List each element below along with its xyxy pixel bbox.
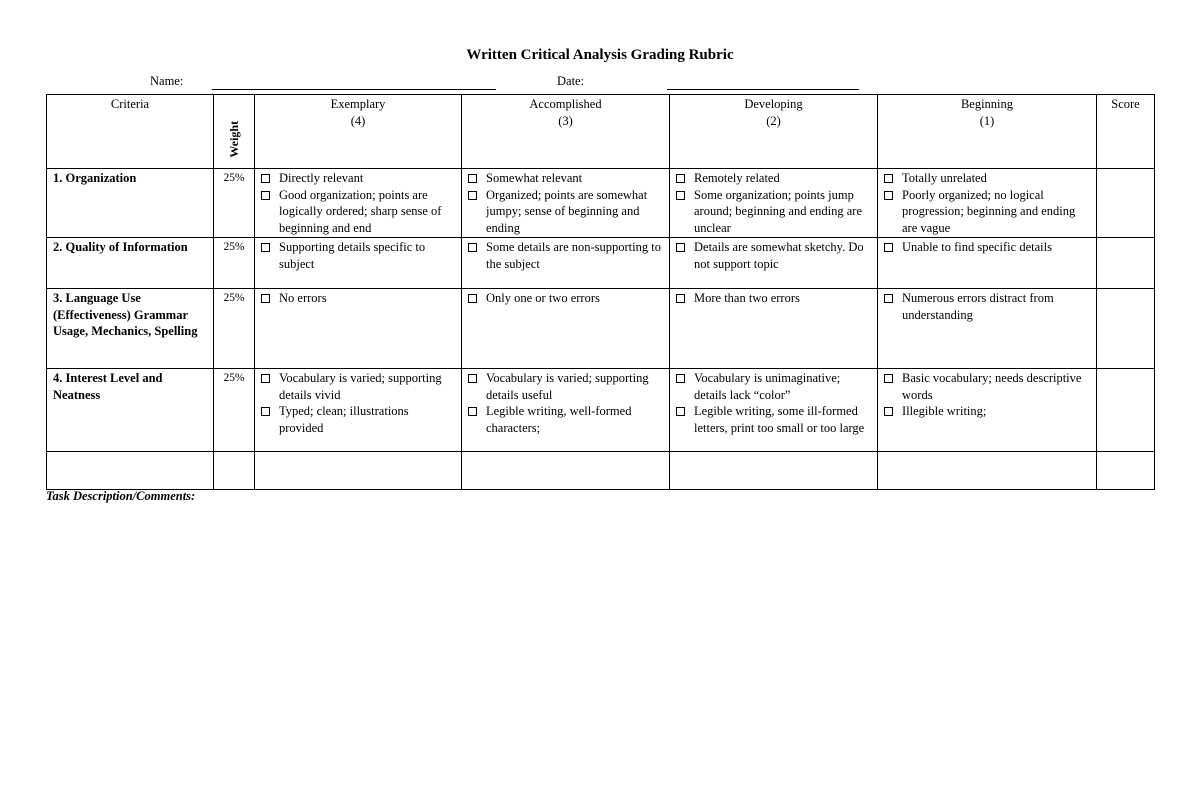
- checklist-item: [676, 170, 871, 187]
- checklist-item-text: Some details are non-supporting to the subject: [486, 240, 661, 271]
- checklist-item-text: Only one or two errors: [486, 291, 600, 305]
- checkbox-icon[interactable]: [468, 407, 477, 416]
- checklist: [884, 370, 1090, 420]
- checkbox-icon[interactable]: [676, 407, 685, 416]
- checklist-item-text: Details are somewhat sketchy. Do not support topic: [694, 240, 864, 271]
- rubric-row: [47, 369, 1155, 452]
- criteria-cell: 1. Organization: [47, 169, 214, 238]
- checklist-item: [468, 170, 663, 187]
- rubric-body: [47, 169, 1155, 490]
- checklist-item-text: Unable to find specific details: [902, 240, 1052, 254]
- weight-cell: 25%: [214, 369, 255, 452]
- level-header-accomplished: [462, 95, 670, 169]
- score-cell[interactable]: [1097, 369, 1155, 452]
- checklist-item-text: No errors: [279, 291, 327, 305]
- level-cell: [878, 289, 1097, 369]
- level-cell: [462, 289, 670, 369]
- empty-cell[interactable]: [1097, 452, 1155, 490]
- checklist-item: [676, 290, 871, 307]
- checklist-item: [468, 403, 663, 436]
- level-cell: [878, 238, 1097, 289]
- checklist-item-text: Legible writing, well-formed characters;: [486, 404, 632, 435]
- checklist-item-text: Vocabulary is varied; supporting details vivid: [279, 371, 442, 402]
- checklist: [261, 290, 455, 307]
- level-cell: [462, 369, 670, 452]
- checkbox-icon[interactable]: [884, 407, 893, 416]
- score-cell[interactable]: [1097, 289, 1155, 369]
- checklist-item: [261, 290, 455, 307]
- level-header-developing: [670, 95, 878, 169]
- checklist-item-text: Basic vocabulary; needs descriptive words: [902, 371, 1082, 402]
- level-points: (1): [979, 113, 995, 128]
- checklist-item-text: Supporting details specific to subject: [279, 240, 426, 271]
- empty-cell[interactable]: [878, 452, 1097, 490]
- checklist-item: [468, 370, 663, 403]
- checkbox-icon[interactable]: [468, 294, 477, 303]
- checklist-item: [261, 370, 455, 403]
- checklist-item: [884, 370, 1090, 403]
- checklist: [468, 170, 663, 236]
- checklist-item: [884, 187, 1090, 237]
- checklist: [261, 370, 455, 436]
- checklist: [676, 239, 871, 272]
- checklist: [676, 290, 871, 307]
- checklist-item: [676, 187, 871, 237]
- empty-cell[interactable]: [47, 452, 214, 490]
- checklist: [884, 290, 1090, 323]
- empty-cell[interactable]: [462, 452, 670, 490]
- level-cell: [878, 169, 1097, 238]
- level-cell: [255, 238, 462, 289]
- checkbox-icon[interactable]: [884, 191, 893, 200]
- checklist: [468, 370, 663, 436]
- checkbox-icon[interactable]: [468, 174, 477, 183]
- level-cell: [878, 369, 1097, 452]
- checklist-item-text: Remotely related: [694, 171, 780, 185]
- checklist-item-text: Vocabulary is unimaginative; details lack “color”: [694, 371, 841, 402]
- checklist-item-text: Somewhat relevant: [486, 171, 583, 185]
- criteria-cell: 4. Interest Level and Neatness: [47, 369, 214, 452]
- level-cell: [670, 169, 878, 238]
- checklist-item-text: Legible writing, some ill-formed letters, print too small or too large: [694, 404, 865, 435]
- criteria-cell: 2. Quality of Information: [47, 238, 214, 289]
- weight-cell: 25%: [214, 238, 255, 289]
- checkbox-icon[interactable]: [884, 374, 893, 383]
- date-label: Date:: [557, 74, 585, 88]
- checkbox-icon[interactable]: [676, 191, 685, 200]
- name-label: Name:: [150, 74, 184, 88]
- level-cell: [670, 238, 878, 289]
- level-cell: [255, 369, 462, 452]
- checklist-item: [468, 290, 663, 307]
- checklist: [884, 239, 1090, 256]
- criteria-cell: 3. Language Use (Effectiveness) Grammar Usage, Mechanics, Spelling: [47, 289, 214, 369]
- level-name: Accomplished: [529, 97, 602, 111]
- checklist-item-text: Some organization; points jump around; beginning and ending are unclear: [694, 187, 863, 235]
- checklist: [676, 170, 871, 236]
- weight-cell: 25%: [214, 289, 255, 369]
- checklist-item-text: Vocabulary is varied; supporting details useful: [486, 371, 649, 402]
- level-points: (3): [558, 113, 573, 128]
- level-cell: [670, 369, 878, 452]
- checkbox-icon[interactable]: [468, 191, 477, 200]
- level-header-beginning: [878, 95, 1097, 169]
- rubric-row: [47, 289, 1155, 369]
- checkbox-icon[interactable]: [676, 174, 685, 183]
- checkbox-icon[interactable]: [468, 374, 477, 383]
- weight-header: [214, 95, 255, 169]
- checklist-item-text: Directly relevant: [279, 171, 364, 185]
- level-points: (4): [350, 113, 366, 128]
- checklist-item: [884, 170, 1090, 187]
- rubric-table: [46, 94, 1155, 490]
- checklist-item-text: Organized; points are somewhat jumpy; sense of beginning and ending: [486, 187, 648, 235]
- checklist-item: [676, 370, 871, 403]
- checklist: [468, 290, 663, 307]
- checklist-item: [468, 239, 663, 272]
- checkbox-icon[interactable]: [261, 174, 270, 183]
- checklist-item: [261, 187, 455, 237]
- checkbox-icon[interactable]: [261, 407, 270, 416]
- weight-header-label: Weight: [226, 120, 241, 158]
- checkbox-icon[interactable]: [261, 243, 270, 252]
- comments-label: Task Description/Comments:: [46, 489, 196, 503]
- checklist-item-text: Typed; clean; illustrations provided: [279, 404, 409, 435]
- checklist: [468, 239, 663, 272]
- checklist-item: [261, 170, 455, 187]
- document-title: Written Critical Analysis Grading Rubric: [466, 47, 734, 63]
- score-cell[interactable]: [1097, 238, 1155, 289]
- checklist-item: [261, 403, 455, 436]
- empty-row: [47, 452, 1155, 490]
- header-row: [47, 95, 1155, 169]
- level-points: (2): [766, 113, 781, 128]
- checkbox-icon[interactable]: [676, 243, 685, 252]
- checklist-item-text: Illegible writing;: [902, 404, 987, 418]
- level-cell: [255, 169, 462, 238]
- level-header-exemplary: [255, 95, 462, 169]
- empty-cell[interactable]: [214, 452, 255, 490]
- checklist-item: [884, 290, 1090, 323]
- checklist-item-text: Poorly organized; no logical progression; beginning and ending are vague: [902, 187, 1076, 235]
- criteria-header: Criteria: [47, 95, 214, 169]
- rubric-row: [47, 169, 1155, 238]
- checkbox-icon[interactable]: [261, 374, 270, 383]
- checklist: [261, 170, 455, 236]
- checklist: [261, 239, 455, 272]
- checklist-item: [676, 239, 871, 272]
- empty-cell[interactable]: [670, 452, 878, 490]
- checkbox-icon[interactable]: [676, 294, 685, 303]
- level-cell: [670, 289, 878, 369]
- level-name: Exemplary: [330, 97, 386, 111]
- name-date-row: [0, 72, 1200, 92]
- checklist-item: [261, 239, 455, 272]
- checklist-item-text: More than two errors: [694, 291, 800, 305]
- checklist: [884, 170, 1090, 236]
- score-header: Score: [1097, 95, 1155, 169]
- checklist-item-text: Numerous errors distract from understanding: [902, 291, 1054, 322]
- level-name: Developing: [744, 97, 803, 111]
- checkbox-icon[interactable]: [468, 243, 477, 252]
- checklist-item-text: Totally unrelated: [902, 171, 987, 185]
- checkbox-icon[interactable]: [261, 191, 270, 200]
- checkbox-icon[interactable]: [261, 294, 270, 303]
- level-name: Beginning: [960, 97, 1014, 111]
- checklist: [676, 370, 871, 436]
- weight-cell: 25%: [214, 169, 255, 238]
- level-cell: [462, 238, 670, 289]
- checklist-item: [884, 239, 1090, 256]
- name-line[interactable]: [212, 89, 496, 90]
- checklist-item: [468, 187, 663, 237]
- checklist-item-text: Good organization; points are logically ordered; sharp sense of beginning and end: [279, 187, 442, 235]
- level-cell: [255, 289, 462, 369]
- score-cell[interactable]: [1097, 169, 1155, 238]
- empty-cell[interactable]: [255, 452, 462, 490]
- checkbox-icon[interactable]: [676, 374, 685, 383]
- checkbox-icon[interactable]: [884, 243, 893, 252]
- checkbox-icon[interactable]: [884, 294, 893, 303]
- checkbox-icon[interactable]: [884, 174, 893, 183]
- checklist-item: [884, 403, 1090, 420]
- checklist-item: [676, 403, 871, 436]
- date-line[interactable]: [667, 89, 859, 90]
- level-cell: [462, 169, 670, 238]
- rubric-row: [47, 238, 1155, 289]
